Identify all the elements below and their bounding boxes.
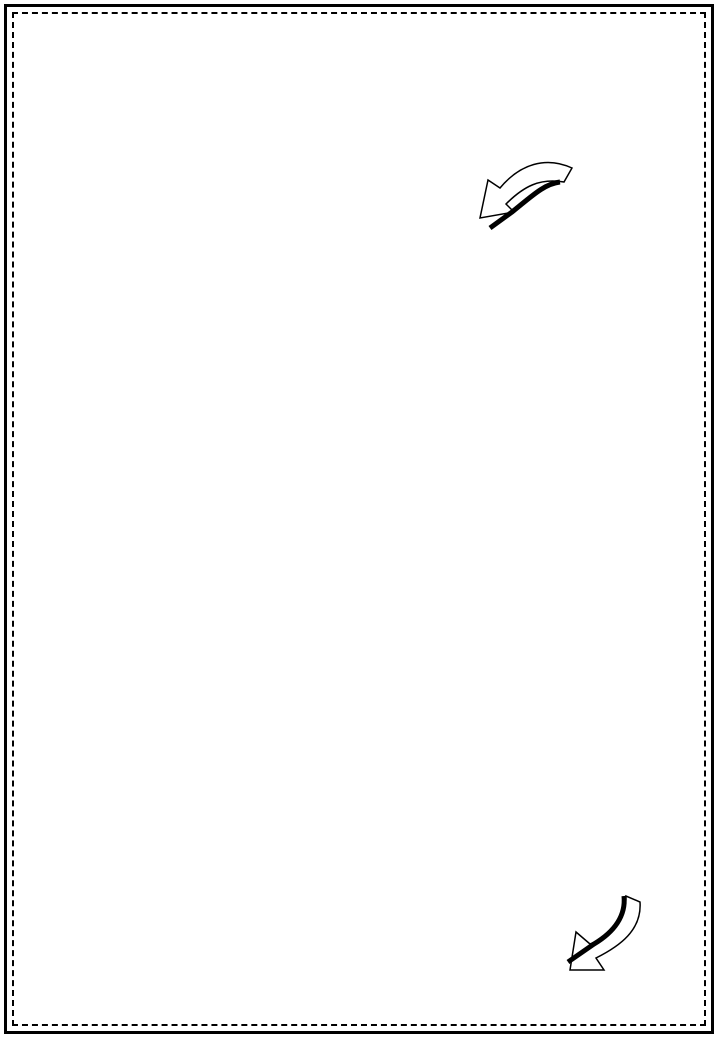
maze-arrows — [480, 162, 640, 970]
curved-arrow-down-left-icon — [568, 896, 640, 970]
curved-arrow-down-icon — [480, 162, 572, 228]
